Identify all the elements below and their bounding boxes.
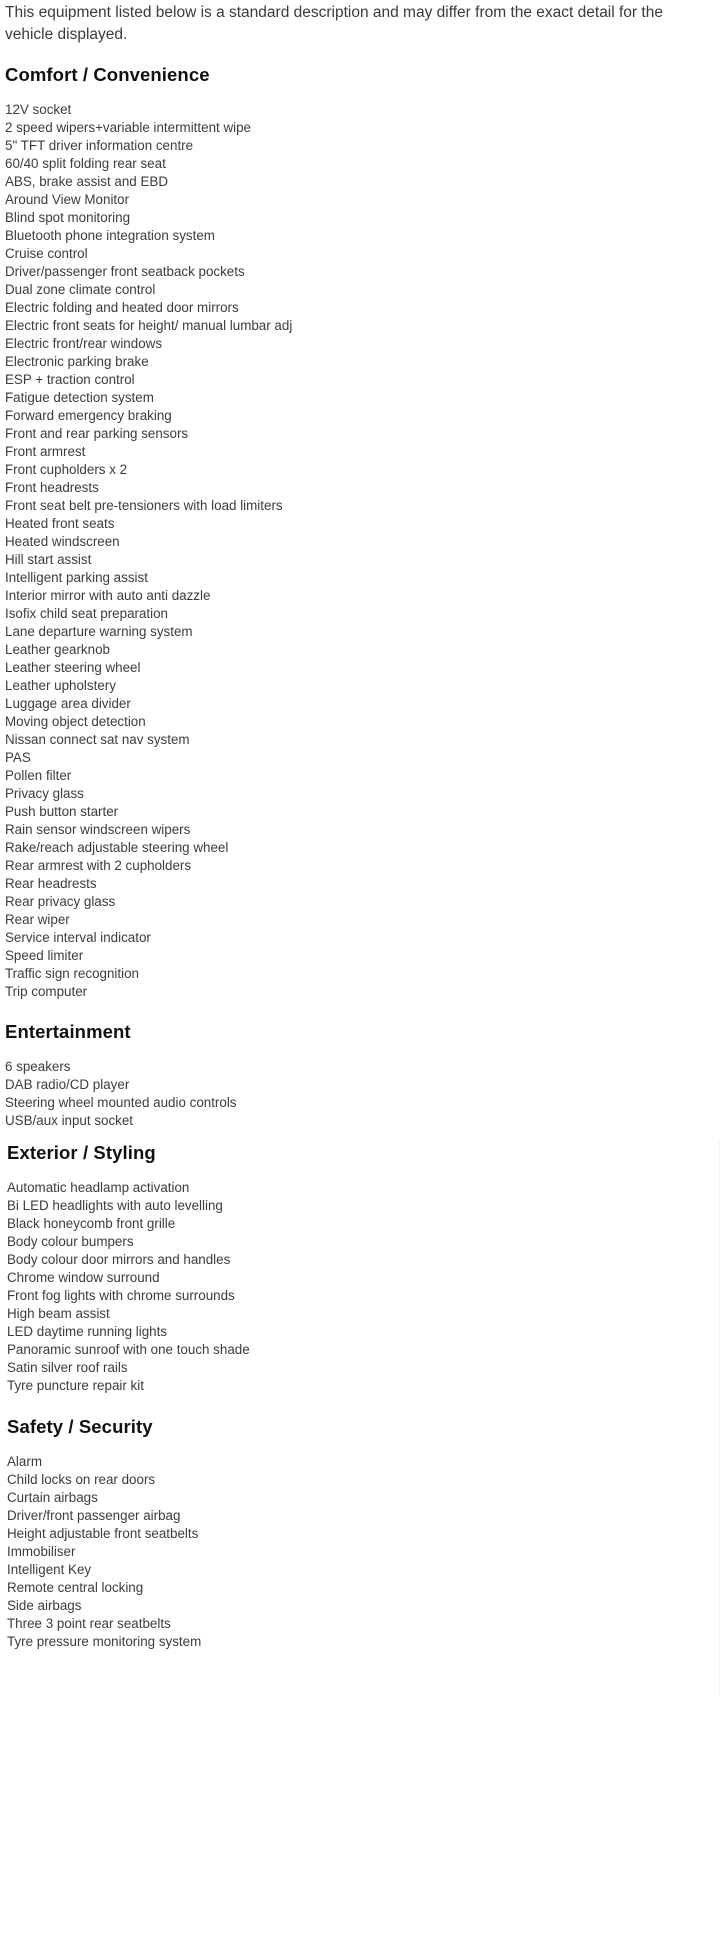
list-item: Moving object detection <box>5 714 146 729</box>
list-item: Bi LED headlights with auto levelling <box>7 1198 223 1213</box>
list-item: Curtain airbags <box>7 1490 98 1505</box>
list-item: Nissan connect sat nav system <box>5 732 190 747</box>
list-item: Trip computer <box>5 984 88 999</box>
list-item: Driver/passenger front seatback pockets <box>5 264 245 279</box>
list-item: Body colour door mirrors and handles <box>7 1252 231 1267</box>
list-item: 2 speed wipers+variable intermittent wipe <box>5 120 251 135</box>
list-item: ESP + traction control <box>5 372 135 387</box>
list-item: Tyre puncture repair kit <box>7 1378 144 1393</box>
list-item: Rear armrest with 2 cupholders <box>5 858 192 873</box>
list-item: Intelligent parking assist <box>5 570 148 585</box>
list-item: Tyre pressure monitoring system <box>7 1634 202 1649</box>
list-item: PAS <box>5 750 31 765</box>
list-item: Front headrests <box>5 480 99 495</box>
list-item: Leather steering wheel <box>5 660 141 675</box>
list-item: Hill start assist <box>5 552 92 567</box>
list-item: Front armrest <box>5 444 86 459</box>
list-item: Electric folding and heated door mirrors <box>5 300 239 315</box>
list-item: Rear privacy glass <box>5 894 116 909</box>
list-item: High beam assist <box>7 1306 110 1321</box>
list-item: Forward emergency braking <box>5 408 172 423</box>
equipment-list <box>7 1179 707 1395</box>
list-item: 5" TFT driver information centre <box>5 138 194 153</box>
list-item: 60/40 split folding rear seat <box>5 156 166 171</box>
list-item: 12V socket <box>5 102 72 117</box>
list-item: Black honeycomb front grille <box>7 1216 176 1231</box>
list-item: Blind spot monitoring <box>5 210 131 225</box>
intro-disclaimer: This equipment listed below is a standard description and may differ from the exact detail for the vehicle displayed. <box>5 4 663 43</box>
list-item: Cruise control <box>5 246 88 261</box>
list-item: Electronic parking brake <box>5 354 149 369</box>
equipment-list <box>5 1058 705 1130</box>
equipment-list <box>7 1453 707 1651</box>
section-title: Entertainment <box>5 1021 131 1042</box>
list-item: 6 speakers <box>5 1059 71 1074</box>
list-item: Privacy glass <box>5 786 84 801</box>
list-item: Rear headrests <box>5 876 97 891</box>
list-item: Heated windscreen <box>5 534 120 549</box>
section-title: Exterior / Styling <box>7 1142 156 1163</box>
list-item: Heated front seats <box>5 516 115 531</box>
list-item: Alarm <box>7 1454 42 1469</box>
list-item: Steering wheel mounted audio controls <box>5 1095 237 1110</box>
list-item: Immobiliser <box>7 1544 76 1559</box>
list-item: Body colour bumpers <box>7 1234 134 1249</box>
section-safety-security <box>7 1415 707 1651</box>
list-item: Rear wiper <box>5 912 70 927</box>
list-item: Intelligent Key <box>7 1562 92 1577</box>
list-item: Front fog lights with chrome surrounds <box>7 1288 235 1303</box>
list-item: Push button starter <box>5 804 119 819</box>
list-item: DAB radio/CD player <box>5 1077 130 1092</box>
list-item: Electric front seats for height/ manual lumbar adj <box>5 318 293 333</box>
list-item: Traffic sign recognition <box>5 966 139 981</box>
list-item: Driver/front passenger airbag <box>7 1508 181 1523</box>
list-item: Pollen filter <box>5 768 72 783</box>
list-item: Service interval indicator <box>5 930 151 945</box>
section-title: Safety / Security <box>7 1416 153 1437</box>
list-item: Three 3 point rear seatbelts <box>7 1616 171 1631</box>
list-item: Height adjustable front seatbelts <box>7 1526 199 1541</box>
list-item: Luggage area divider <box>5 696 131 711</box>
list-item: Automatic headlamp activation <box>7 1180 190 1195</box>
list-item: Fatigue detection system <box>5 390 154 405</box>
list-item: Front cupholders x 2 <box>5 462 128 477</box>
list-item: Dual zone climate control <box>5 282 156 297</box>
list-item: Lane departure warning system <box>5 624 193 639</box>
equipment-list <box>5 101 705 1001</box>
list-item: Panoramic sunroof with one touch shade <box>7 1342 250 1357</box>
list-item: Isofix child seat preparation <box>5 606 169 621</box>
list-item: Around View Monitor <box>5 192 130 207</box>
section-entertainment <box>5 1020 705 1130</box>
list-item: Child locks on rear doors <box>7 1472 156 1487</box>
list-item: ABS, brake assist and EBD <box>5 174 168 189</box>
list-item: Speed limiter <box>5 948 84 963</box>
list-item: LED daytime running lights <box>7 1324 168 1339</box>
section-title: Comfort / Convenience <box>5 64 210 85</box>
list-item: USB/aux input socket <box>5 1113 134 1128</box>
list-item: Bluetooth phone integration system <box>5 228 215 243</box>
list-item: Interior mirror with auto anti dazzle <box>5 588 211 603</box>
list-item: Satin silver roof rails <box>7 1360 128 1375</box>
list-item: Rake/reach adjustable steering wheel <box>5 840 229 855</box>
list-item: Leather upholstery <box>5 678 116 693</box>
list-item: Front and rear parking sensors <box>5 426 189 441</box>
list-item: Chrome window surround <box>7 1270 160 1285</box>
list-item: Remote central locking <box>7 1580 144 1595</box>
list-item: Side airbags <box>7 1598 82 1613</box>
list-item: Electric front/rear windows <box>5 336 163 351</box>
section-exterior-styling <box>7 1141 707 1395</box>
section-comfort-convenience <box>5 63 705 1001</box>
list-item: Leather gearknob <box>5 642 110 657</box>
list-item: Front seat belt pre-tensioners with load limiters <box>5 498 283 513</box>
list-item: Rain sensor windscreen wipers <box>5 822 191 837</box>
